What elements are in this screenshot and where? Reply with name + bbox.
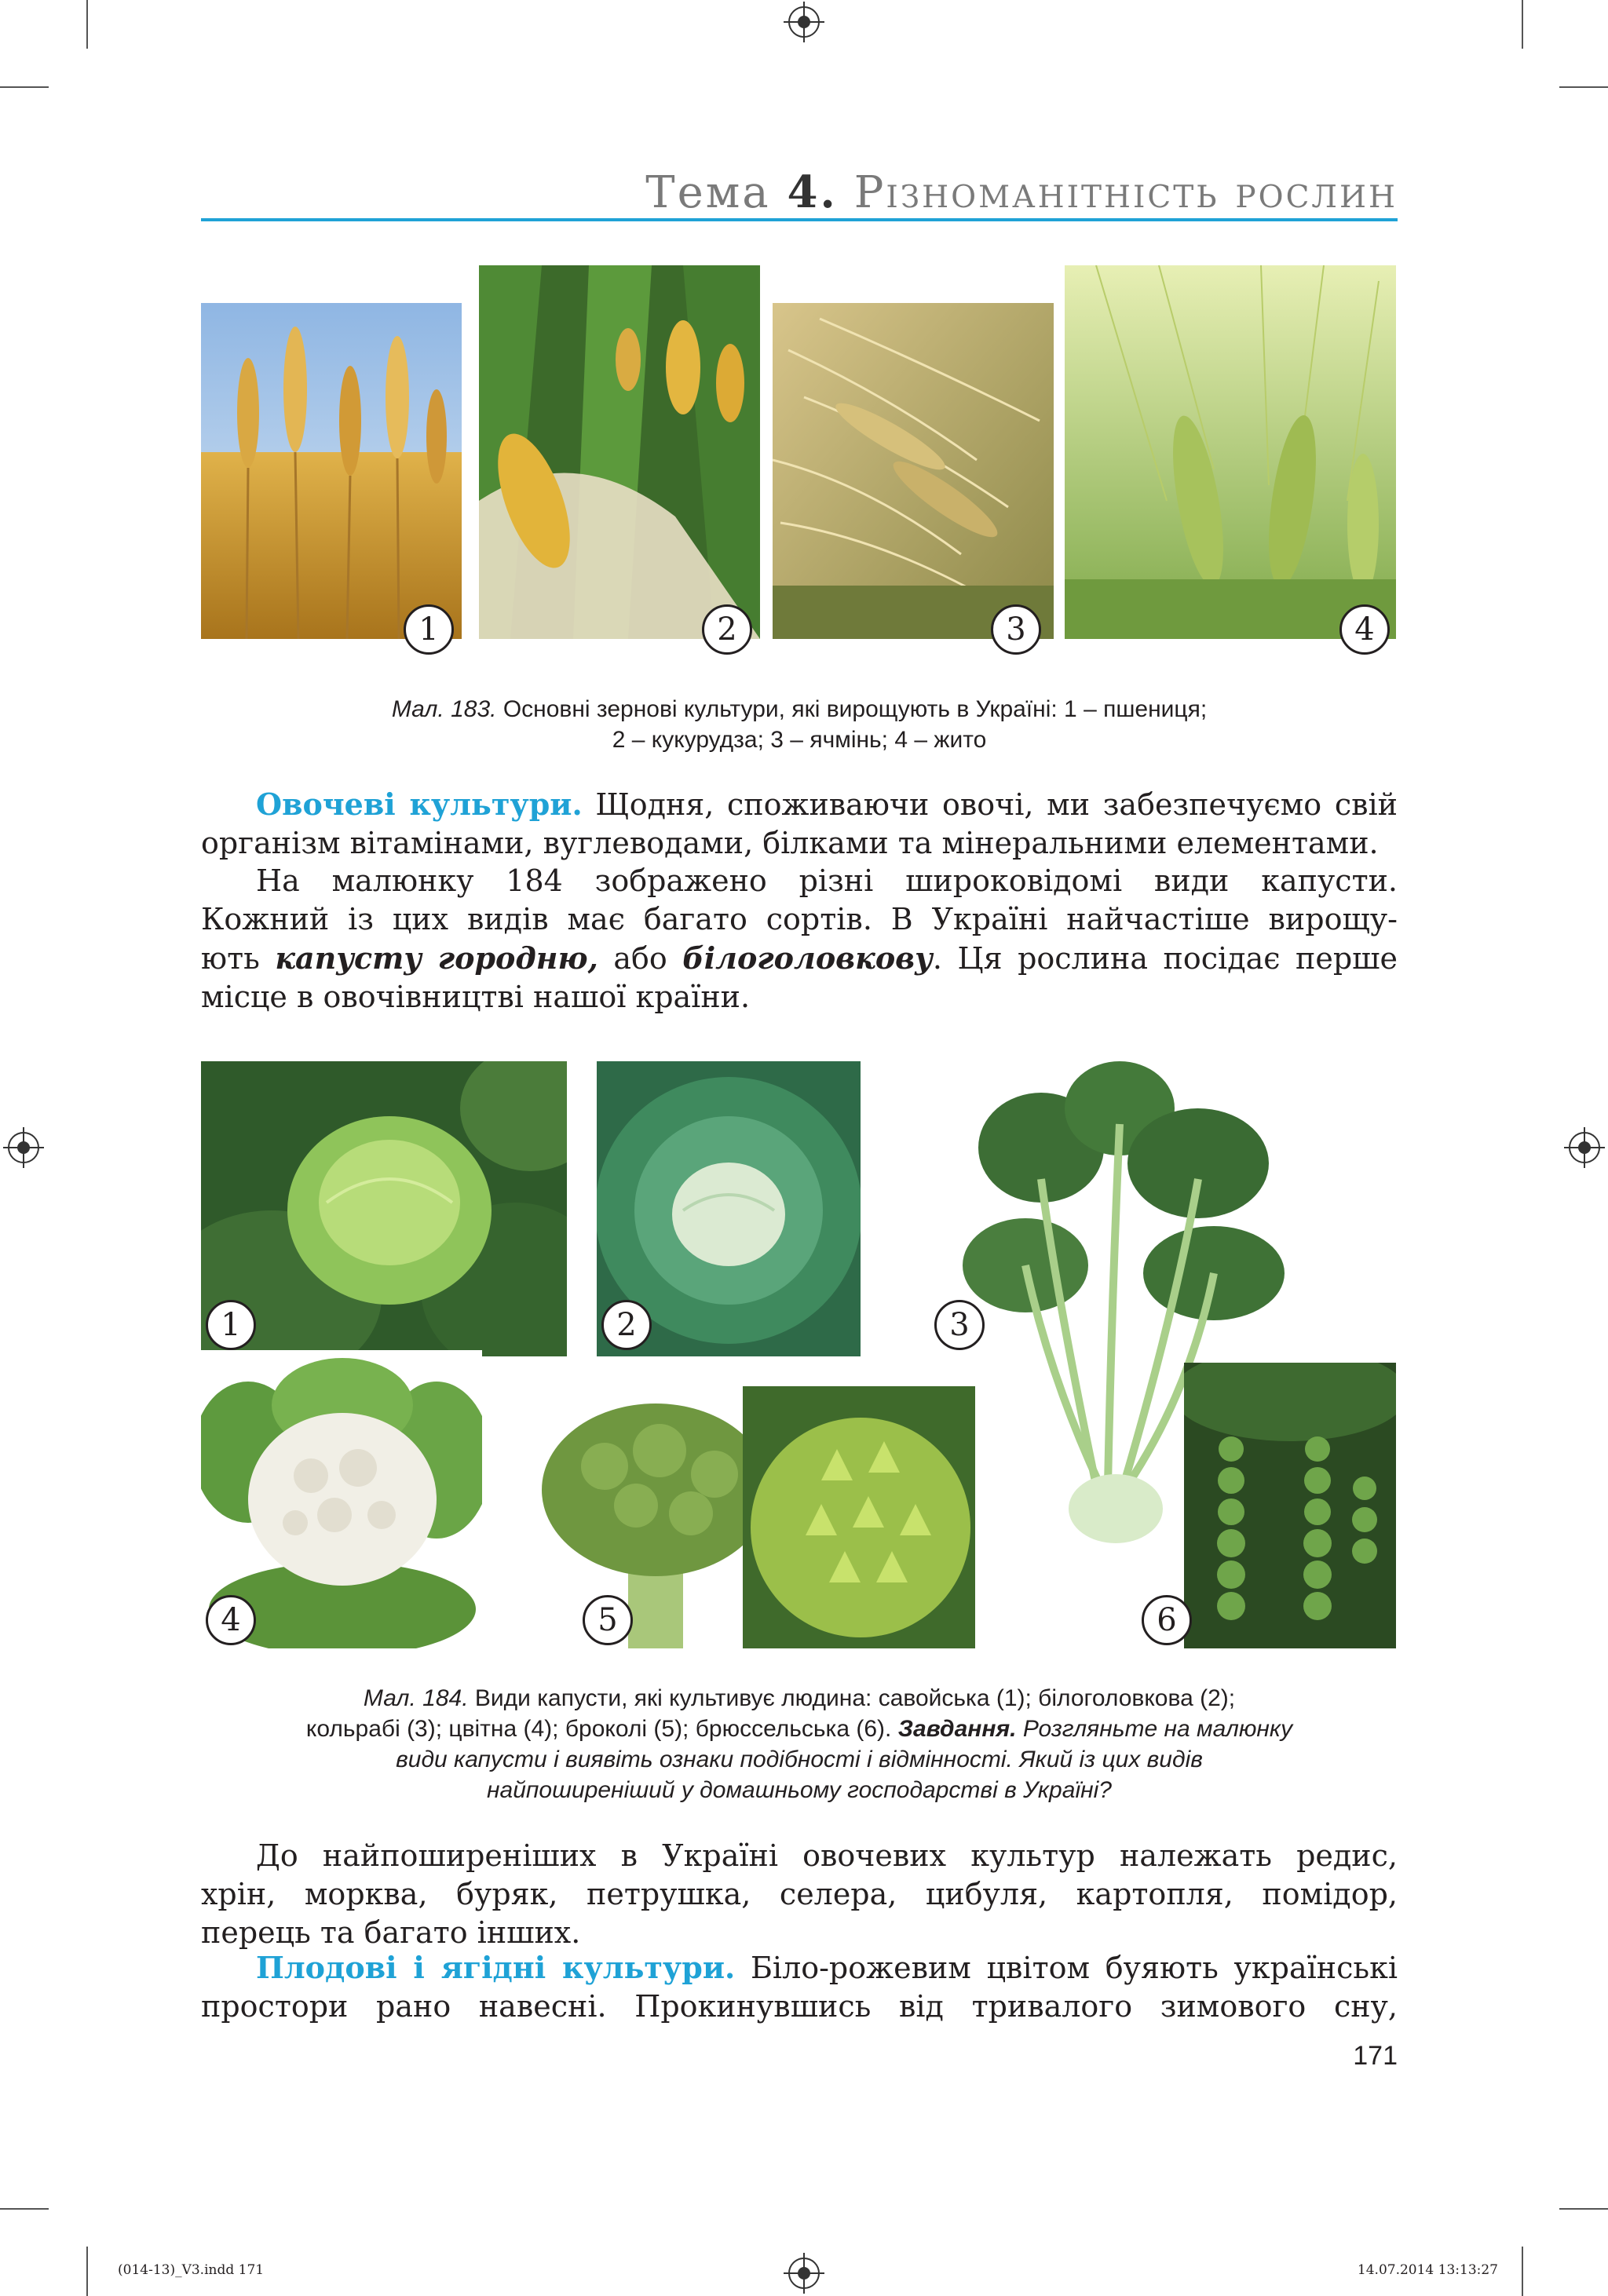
paragraph-line: місце в овочівництві нашої країни. (201, 980, 751, 1014)
wheat-photo (201, 303, 462, 639)
paragraph-line (201, 1948, 1398, 1988)
paragraph-vegetables (201, 785, 1398, 863)
crop-mark (86, 0, 88, 49)
paragraph-cabbage (201, 862, 1398, 1017)
paragraph-line: простори рано навесні. Прокинувшись від тривалого зимового сну, (201, 1989, 1398, 2024)
brussels-sprouts-photo (1184, 1363, 1396, 1648)
paragraph-line: хрін, морква, буряк, петрушка, селера, цибуля, картопля, помідор, (201, 1877, 1398, 1911)
figure-183-caption (201, 694, 1398, 755)
paragraph-line: Кожний із цих видів має багато сортів. В Україні найчастіше вирощу- (201, 902, 1398, 936)
figure-184-badge-1: 1 (206, 1300, 256, 1350)
paragraph-text: Щодня, споживаючи овочі, ми забезпечуємо свій (582, 787, 1398, 822)
figure-184-caption-line-4 (201, 1775, 1398, 1805)
figure-184-caption-text: кольрабі (3); цвітна (4); броколі (5); брюссельська (6). (305, 1716, 898, 1742)
paragraph-line (201, 939, 1398, 978)
crop-mark (1559, 86, 1608, 88)
figure-183-badge-3: 3 (991, 604, 1041, 655)
figure-184-task-text: найпоширеніший у домашньому господарстві в Україні? (487, 1777, 1112, 1803)
figure-184-task-text: види капусти і виявіть ознаки подібності і відмінності. Який із цих видів (396, 1747, 1203, 1772)
page-number: 171 (1353, 2041, 1398, 2071)
figure-184-caption-line-1 (201, 1683, 1398, 1714)
header-rule (201, 218, 1398, 221)
registration-mark (1569, 1132, 1600, 1163)
header-title: Різноманітність рослин (853, 167, 1398, 218)
paragraph-common-vegetables (201, 1837, 1398, 1952)
paragraph-line: До найпоширеніших в Україні овочевих культур належать редис, (256, 1838, 1398, 1873)
figure-184-caption-line-2 (201, 1714, 1398, 1744)
paragraph-text: . Ця рослина посідає перше (932, 941, 1398, 976)
crop-mark (1522, 0, 1523, 49)
figure-183-badge-2: 2 (702, 604, 752, 655)
crop-mark (1522, 2247, 1523, 2296)
paragraph-text: або (598, 941, 683, 976)
broccoli-photo (542, 1396, 769, 1648)
figure-183-badge-1: 1 (404, 604, 454, 655)
term-white-cabbage: білоголовкову (682, 940, 933, 976)
registration-mark (788, 2258, 820, 2289)
paragraph-line: перець та багато інших. (201, 1915, 581, 1950)
figure-183-caption-line-2: 2 – кукурудза; 3 – ячмінь; 4 – жито (612, 727, 987, 753)
chapter-header (645, 166, 1398, 218)
paragraph-line (201, 785, 1398, 824)
figure-184-badge-4: 4 (206, 1595, 256, 1645)
figure-184-badge-2: 2 (601, 1300, 652, 1350)
crop-mark (1559, 2208, 1608, 2210)
paragraph-text: ють (201, 941, 276, 976)
figure-183-caption-line-1 (201, 694, 1398, 725)
crop-mark (0, 2208, 49, 2210)
crop-mark (0, 86, 49, 88)
crop-mark (86, 2247, 88, 2296)
paragraph-fruit-crops (201, 1948, 1398, 2026)
figure-183-label: Мал. 183. (391, 696, 497, 722)
rye-photo (1065, 265, 1396, 639)
paragraph-line: організм вітамінами, вуглеводами, білками та мінеральними елементами. (201, 826, 1379, 860)
registration-mark (788, 6, 820, 38)
slug-file-info: (014-13)_V3.indd 171 (118, 2262, 265, 2278)
figure-184-task-label: Завдання. (897, 1716, 1017, 1742)
romanesco-photo (743, 1386, 975, 1648)
registration-mark (8, 1132, 39, 1163)
term-garden-cabbage: капусту городню, (275, 940, 598, 976)
figure-184-task-text: Розгляньте на малюнку (1016, 1716, 1293, 1742)
paragraph-text: Біло-рожевим цвітом буяють українські (735, 1951, 1398, 1985)
figure-183-caption-text: Основні зернові культури, які вирощують в Україні: 1 – пшениця; (496, 696, 1208, 722)
figure-184-caption (201, 1683, 1398, 1805)
barley-photo (773, 303, 1054, 639)
figure-184-label: Мал. 184. (363, 1685, 469, 1711)
header-number: 4. (787, 166, 838, 218)
header-prefix: Тема (645, 167, 771, 218)
paragraph-line: На малюнку 184 зображено різні широковідомі види капусти. (256, 863, 1398, 898)
figure-184-badge-5: 5 (583, 1595, 633, 1645)
figure-184-caption-text: Види капусти, які культивує людина: савойська (1); білоголовкова (2); (468, 1685, 1236, 1711)
figure-184-badge-3: 3 (934, 1300, 985, 1350)
section-heading-fruit-crops: Плодові і ягідні культури. (256, 1950, 736, 1985)
corn-photo (479, 265, 760, 639)
figure-183-badge-4: 4 (1339, 604, 1390, 655)
savoy-cabbage-photo (201, 1061, 567, 1356)
section-heading-vegetables: Овочеві культури. (256, 787, 583, 822)
slug-timestamp: 14.07.2014 13:13:27 (1357, 2262, 1498, 2278)
figure-184-badge-6: 6 (1142, 1595, 1192, 1645)
figure-184-caption-line-3 (201, 1744, 1398, 1775)
